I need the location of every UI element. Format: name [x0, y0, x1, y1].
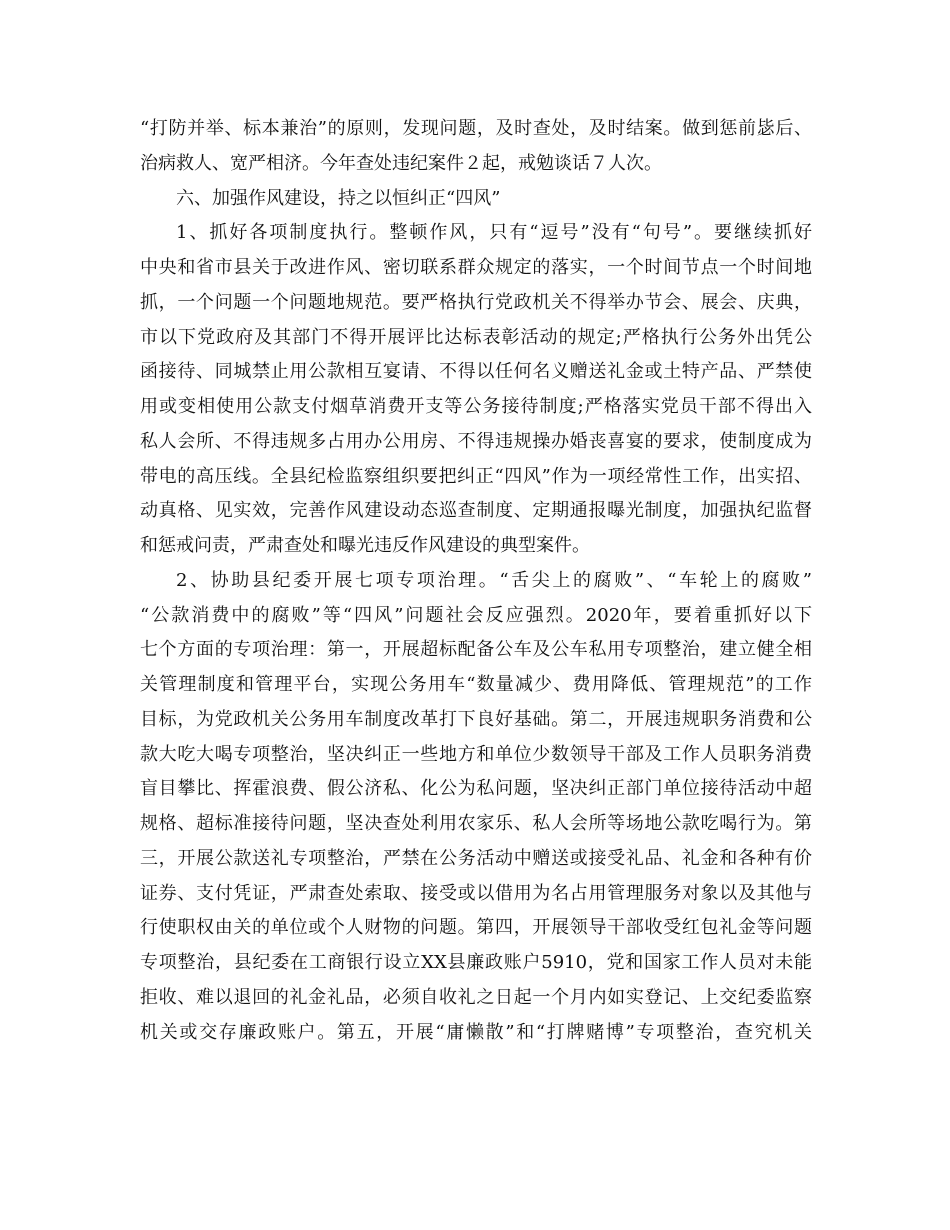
text-line: “公款消费中的腐败”等“四风”问题社会反应强烈。2020年，要着重抓好以下	[140, 604, 812, 626]
text-line: 1、抓好各项制度执行。整顿作风，只有“逗号”没有“句号”。要继续抓好	[176, 222, 812, 244]
text-line: 目标，为党政机关公务用车制度改革打下良好基础。第二，开展违规职务消费和公	[140, 708, 812, 730]
text-line: 2、协助县纪委开展七项专项治理。“舌尖上的腐败”、“车轮上的腐败”	[176, 569, 812, 591]
text-line: 七个方面的专项治理：第一，开展超标配备公车及公车私用专项整治，建立健全相	[140, 639, 812, 661]
text-line: 抓，一个问题一个问题地规范。要严格执行党政机关不得举办节会、展会、庆典，	[140, 291, 812, 313]
text-line: 盲目攀比、挥霍浪费、假公济私、化公为私问题，坚决纠正部门单位接待活动中超	[140, 778, 812, 800]
text-line: 带电的高压线。全县纪检监察组织要把纠正“四风”作为一项经常性工作，出实招、	[140, 465, 812, 487]
text-line: 专项整治，县纪委在工商银行设立XX县廉政账户5910，党和国家工作人员对未能	[140, 952, 812, 973]
text-line: 市以下党政府及其部门不得开展评比达标表彰活动的规定;严格执行公务外出凭公	[140, 326, 812, 348]
text-line: 机关或交存廉政账户。第五，开展“庸懒散”和“打牌赌博”专项整治，查究机关	[140, 1021, 812, 1043]
section-heading: 六、加强作风建设，持之以恒纠正“四风”	[176, 187, 501, 209]
text-line: 证券、支付凭证，严肃查处索取、接受或以借用为名占用管理服务对象以及其他与	[140, 882, 812, 904]
text-line: 治病救人、宽严相济。今年查处违纪案件２起，戒勉谈话７人次。	[140, 152, 662, 174]
text-line: 款大吃大喝专项整治，坚决纠正一些地方和单位少数领导干部及工作人员职务消费	[140, 743, 812, 765]
text-line: 动真格、见实效，完善作风建设动态巡查制度、定期通报曝光制度，加强执纪监督	[140, 500, 812, 522]
text-line: 三，开展公款送礼专项整治，严禁在公务活动中赠送或接受礼品、礼金和各种有价	[140, 847, 812, 869]
document-body	[140, 112, 812, 1050]
text-line: 行使职权由关的单位或个人财物的问题。第四，开展领导干部收受红包礼金等问题	[140, 917, 812, 939]
text-line: 函接待、同城禁止用公款相互宴请、不得以任何名义赠送礼金或土特产品、严禁使	[140, 361, 812, 383]
text-line: “打防并举、标本兼治”的原则，发现问题，及时查处，及时结案。做到惩前毖后、	[140, 118, 812, 139]
text-line: 私人会所、不得违规多占用办公用房、不得违规操办婚丧喜宴的要求，使制度成为	[140, 430, 812, 452]
text-line: 中央和省市县关于改进作风、密切联系群众规定的落实，一个时间节点一个时间地	[140, 257, 812, 278]
text-line: 规格、超标准接待问题，坚决查处利用农家乐、私人会所等场地公款吃喝行为。第	[140, 813, 812, 834]
text-line: 用或变相使用公款支付烟草消费开支等公务接待制度;严格落实党员干部不得出入	[140, 396, 812, 417]
text-line: 和惩戒问责，严肃查处和曝光违反作风建设的典型案件。	[140, 535, 590, 556]
text-line: 拒收、难以退回的礼金礼品，必须自收礼之日起一个月内如实登记、上交纪委监察	[140, 986, 812, 1008]
text-line: 关管理制度和管理平台，实现公务用车“数量减少、费用降低、管理规范”的工作	[140, 674, 812, 695]
